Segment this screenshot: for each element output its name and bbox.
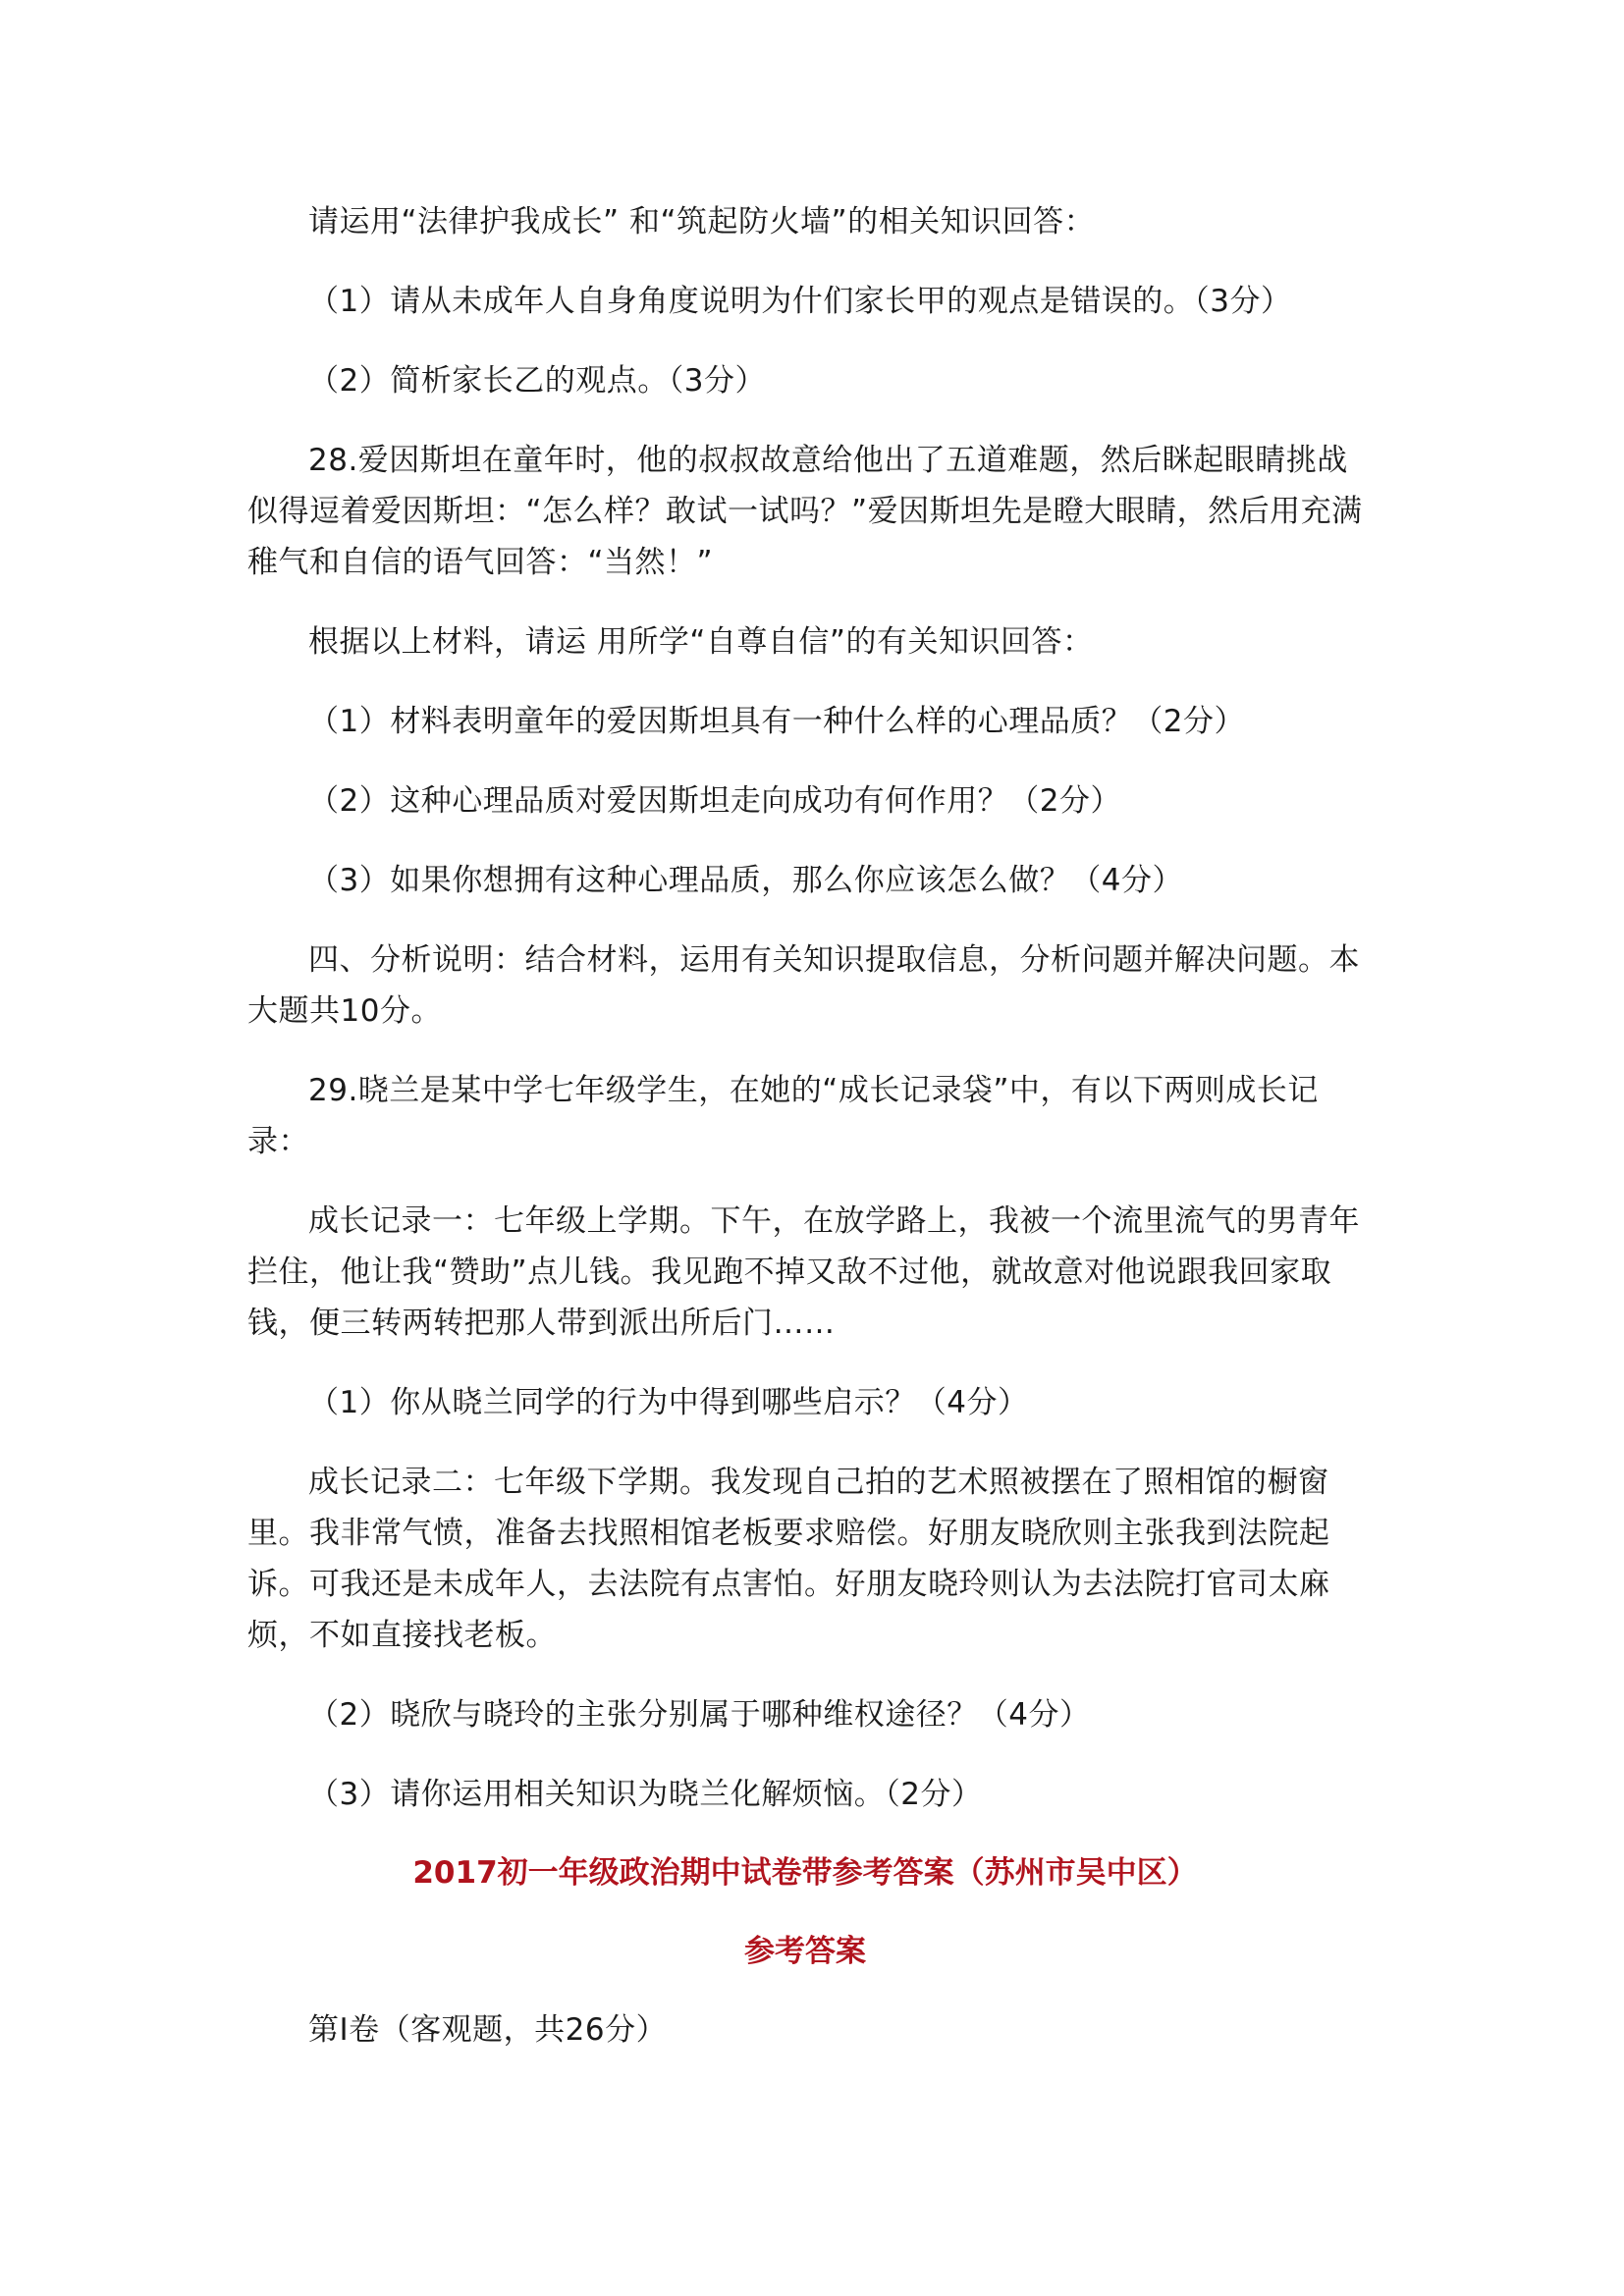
answer-subtitle: 参考答案 — [744, 1934, 866, 1969]
q29-record2: 成长记录二：七年级下学期。我发现自己拍的艺术照被摆在了照相馆的橱窗里。我非常气愤，准备去找照相馆老板要求赔偿。好朋友晓欣则主张我到法院起诉。可我还是未成年人，去法院有点害怕。好朋友晓玲则认为去法院打官司太麻烦，不如直接找老板。 — [247, 1465, 1330, 1653]
q28-material: 28.爱因斯坦在童年时，他的叔叔故意给他出了五道难题，然后眯起眼睛挑战似得逗着爱因斯坦：“怎么样？敢试一试吗？”爱因斯坦先是瞪大眼睛，然后用充满稚气和自信的语气回答：“当然！” — [247, 443, 1363, 580]
q28-sub1: （1）材料表明童年的爱因斯坦具有一种什么样的心理品质？（2分） — [308, 704, 1245, 739]
q28-prompt: 根据以上材料，请运 用所学“自尊自信”的有关知识回答： — [308, 624, 1094, 660]
q29-intro: 29.晓兰是某中学七年级学生，在她的“成长记录袋”中，有以下两则成长记录： — [247, 1073, 1319, 1159]
q29-sub2: （2）晓欣与晓玲的主张分别属于哪种维权途径？（4分） — [308, 1697, 1091, 1733]
answer-title: 2017初一年级政治期中试卷带参考答案（苏州市吴中区） — [412, 1855, 1198, 1891]
q29-sub1: （1）你从晓兰同学的行为中得到哪些启示？（4分） — [308, 1385, 1029, 1420]
q28-sub3: （3）如果你想拥有这种心理品质，那么你应该怎么做？（4分） — [308, 863, 1183, 898]
document-body — [247, 196, 1377, 2056]
part1-heading: 第Ⅰ卷（客观题，共26分） — [308, 2012, 668, 2048]
q27-sub2: （2）简析家长乙的观点。（3分） — [308, 363, 766, 399]
q27-intro: 请运用“法律护我成长” 和“筑起防火墙”的相关知识回答： — [308, 204, 1096, 240]
q27-sub1: （1）请从未成年人自身角度说明为什们家长甲的观点是错误的。（3分） — [308, 284, 1292, 319]
q29-record1: 成长记录一：七年级上学期。下午，在放学路上，我被一个流里流气的男青年拦住，他让我“赞助”点儿钱。我见跑不掉又敌不过他，就故意对他说跟我回家取钱，便三转两转把那人带到派出所后门…… — [247, 1203, 1360, 1341]
q28-sub2: （2）这种心理品质对爱因斯坦走向成功有何作用？（2分） — [308, 783, 1121, 819]
q29-sub3: （3）请你运用相关知识为晓兰化解烦恼。（2分） — [308, 1777, 983, 1812]
section4-heading: 四、分析说明：结合材料，运用有关知识提取信息，分析问题并解决问题。本大题共10分。 — [247, 942, 1360, 1029]
